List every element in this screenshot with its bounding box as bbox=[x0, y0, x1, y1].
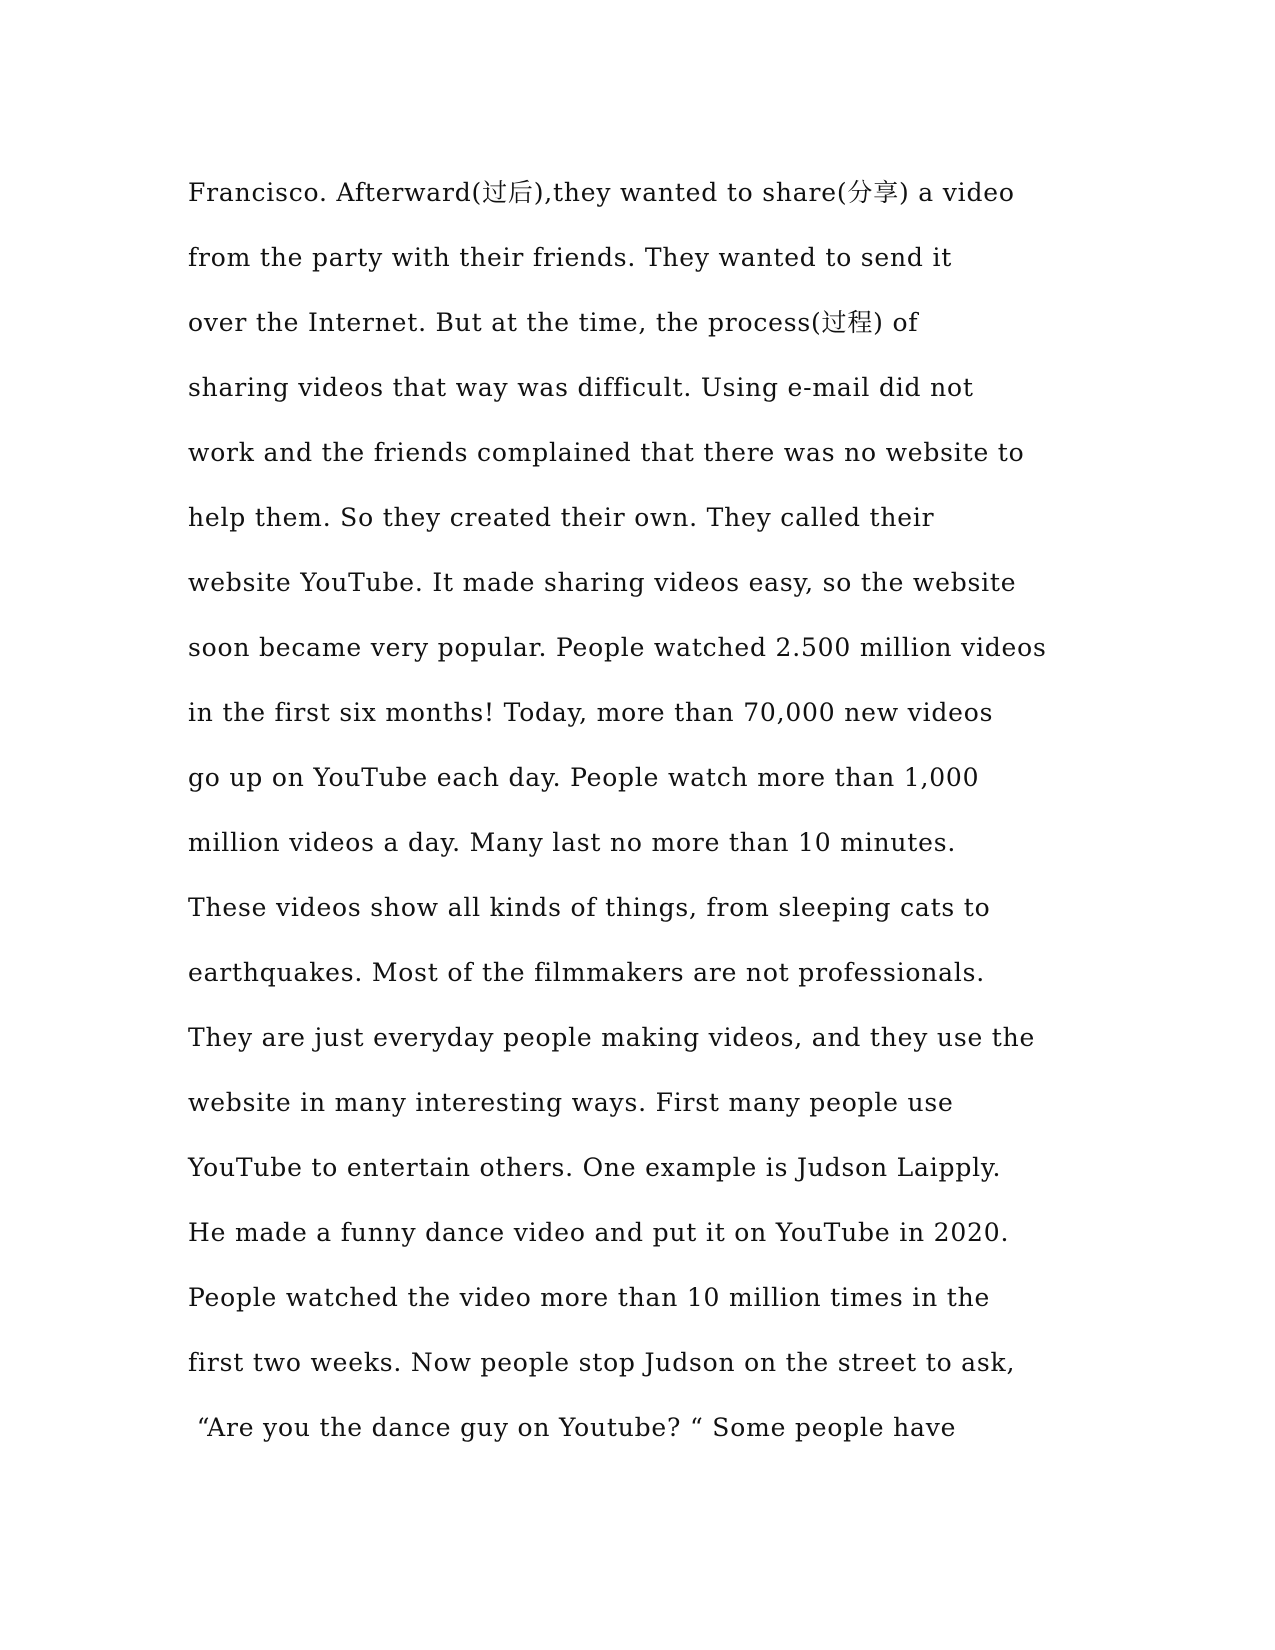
text-line: sharing videos that way was difficult. Using e-mail did not bbox=[188, 373, 974, 402]
text-line: Francisco. Afterward(过后),they wanted to share(分享) a video bbox=[188, 178, 1015, 207]
text-line: million videos a day. Many last no more than 10 minutes. bbox=[188, 828, 957, 857]
body-text bbox=[188, 160, 1088, 1460]
text-line: soon became very popular. People watched 2.500 million videos bbox=[188, 633, 1047, 662]
text-line: over the Internet. But at the time, the process(过程) of bbox=[188, 308, 919, 337]
text-line: earthquakes. Most of the filmmakers are not professionals. bbox=[188, 958, 985, 987]
text-line: website YouTube. It made sharing videos easy, so the website bbox=[188, 568, 1017, 597]
text-line: “Are you the dance guy on Youtube? “ Some people have bbox=[188, 1413, 957, 1442]
text-line: They are just everyday people making videos, and they use the bbox=[188, 1023, 1036, 1052]
text-line: from the party with their friends. They wanted to send it bbox=[188, 243, 953, 272]
text-line: in the first six months! Today, more than 70,000 new videos bbox=[188, 698, 994, 727]
text-line: These videos show all kinds of things, from sleeping cats to bbox=[188, 893, 991, 922]
text-line: work and the friends complained that there was no website to bbox=[188, 438, 1025, 467]
text-line: first two weeks. Now people stop Judson on the street to ask, bbox=[188, 1348, 1016, 1377]
text-line: go up on YouTube each day. People watch more than 1,000 bbox=[188, 763, 980, 792]
text-line: He made a funny dance video and put it on YouTube in 2020. bbox=[188, 1218, 1010, 1247]
text-line: help them. So they created their own. They called their bbox=[188, 503, 935, 532]
text-line: YouTube to entertain others. One example is Judson Laipply. bbox=[188, 1153, 1002, 1182]
text-line: People watched the video more than 10 million times in the bbox=[188, 1283, 991, 1312]
text-line: website in many interesting ways. First many people use bbox=[188, 1088, 954, 1117]
